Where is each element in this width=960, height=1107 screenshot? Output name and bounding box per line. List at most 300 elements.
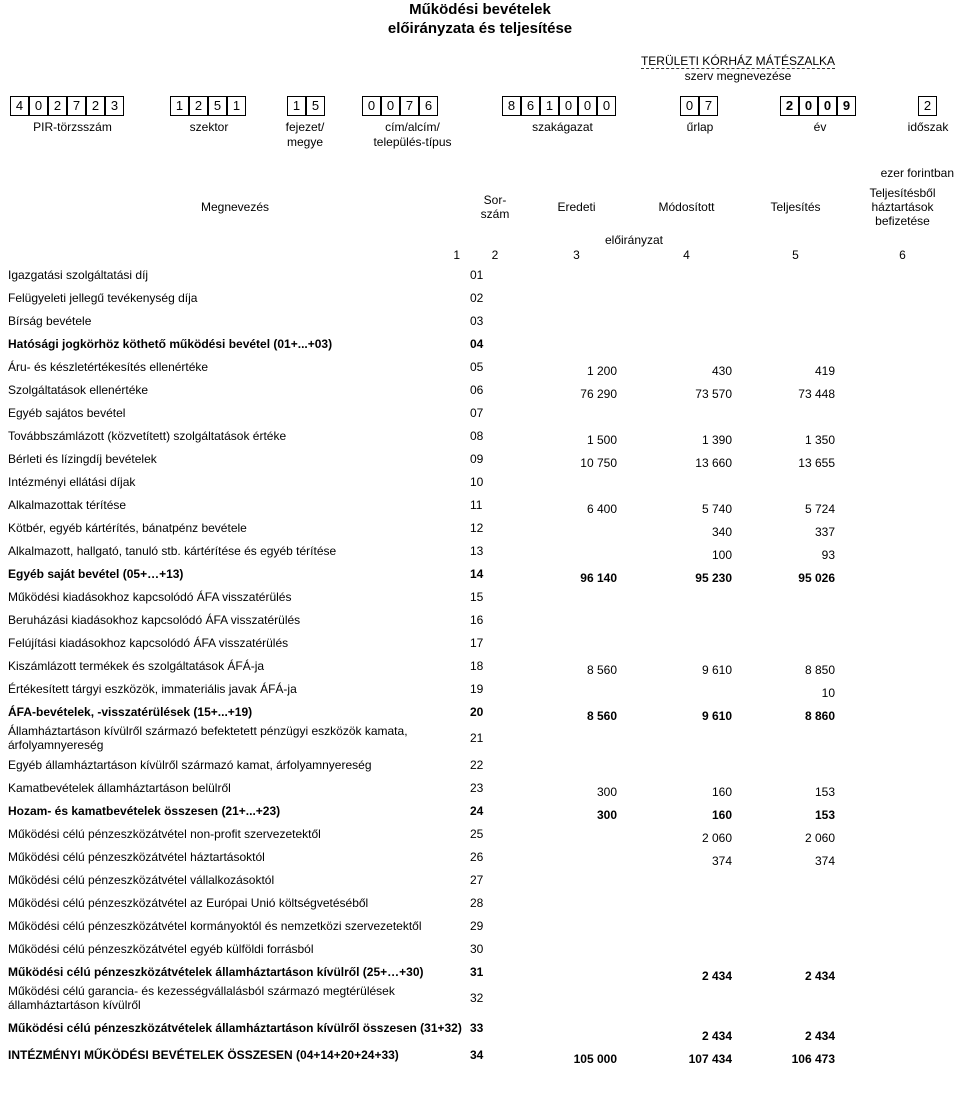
- row-name: Kötbér, egyéb kártérítés, bánatpénz bevétele: [8, 520, 247, 535]
- row-number: 11: [470, 497, 483, 512]
- table-row: [4, 799, 958, 822]
- row-eredeti: 105 000: [573, 1052, 617, 1066]
- table-row: [4, 378, 958, 401]
- code-ev-0: 2: [780, 96, 799, 116]
- code-pir-2: 2: [48, 96, 67, 116]
- row-eredeti: [524, 677, 629, 700]
- row-name: Működési célú pénzeszközátvétel vállalkozásoktól: [8, 872, 275, 887]
- table-row: [4, 539, 958, 562]
- row-name: Működési kiadásokhoz kapcsolódó ÁFA visszatérülés: [8, 589, 292, 604]
- row-modositott: [629, 286, 744, 309]
- row-modositott: 2 434: [701, 969, 732, 983]
- colnum-6: 6: [899, 248, 906, 262]
- row-modositott: [629, 585, 744, 608]
- row-haztartas: [847, 263, 958, 286]
- code-szakagazat-0: 8: [502, 96, 521, 116]
- table-row: [4, 355, 958, 378]
- code-pir-0: 4: [10, 96, 29, 116]
- row-name: Áru- és készletértékesítés ellenértéke: [8, 359, 209, 374]
- row-modositott: 95 230: [695, 571, 732, 585]
- row-modositott: [629, 631, 744, 654]
- table-row: [4, 983, 958, 1013]
- label-fejezet-1: fejezet/: [285, 120, 325, 134]
- row-eredeti: 96 140: [580, 571, 617, 585]
- row-eredeti: [524, 723, 629, 753]
- table-row: [4, 677, 958, 700]
- row-teljesites: 73 448: [798, 387, 835, 401]
- table-row: [4, 914, 958, 937]
- row-name: Működési célú pénzeszközátvétel háztartásoktól: [8, 849, 265, 864]
- row-haztartas: [847, 654, 958, 677]
- row-haztartas: [847, 493, 958, 516]
- table-row: [4, 700, 958, 723]
- row-name: INTÉZMÉNYI MŰKÖDÉSI BEVÉTELEK ÖSSZESEN (04+14+20+24+33): [8, 1047, 399, 1062]
- row-eredeti: [524, 822, 629, 845]
- row-haztartas: [847, 799, 958, 822]
- table-row: [4, 309, 958, 332]
- row-modositott: 9 610: [701, 709, 732, 723]
- header-teljesites: Teljesítés: [770, 200, 821, 214]
- row-modositott: [629, 868, 744, 891]
- row-haztartas: [847, 1043, 958, 1066]
- table-row: [4, 937, 958, 960]
- row-name: Igazgatási szolgáltatási díj: [8, 267, 149, 282]
- row-modositott: 107 434: [688, 1052, 732, 1066]
- row-number: 01: [470, 267, 484, 282]
- row-teljesites: 5 724: [804, 502, 835, 516]
- row-number: 07: [470, 405, 484, 420]
- header-sorszam-1: Sor-: [483, 193, 507, 207]
- title-line-1: Működési bevételek: [409, 1, 551, 18]
- row-eredeti: 6 400: [586, 502, 617, 516]
- row-name: Egyéb államháztartáson kívülről származó kamat, árfolyamnyereség: [8, 757, 372, 772]
- row-haztartas: [847, 960, 958, 983]
- row-modositott: [629, 914, 744, 937]
- code-cim-0: 0: [362, 96, 381, 116]
- label-pir: PIR-törzsszám: [33, 120, 112, 134]
- row-name: Értékesített tárgyi eszközök, immateriális javak ÁFÁ-ja: [8, 681, 297, 696]
- row-name: Felügyeleti jellegű tevékenység díja: [8, 290, 198, 305]
- label-ev: év: [813, 120, 827, 134]
- row-modositott: [629, 677, 744, 700]
- code-szektor-2: 5: [208, 96, 227, 116]
- colnum-2: 2: [491, 248, 499, 262]
- header-haztartas: [847, 181, 958, 233]
- row-eredeti: [524, 753, 629, 776]
- row-number: 12: [470, 520, 484, 535]
- table-row: [4, 891, 958, 914]
- row-modositott: [629, 753, 744, 776]
- row-haztartas: [847, 631, 958, 654]
- colnum-3: 3: [573, 248, 580, 262]
- table-row: [4, 822, 958, 845]
- code-urlap-1: 7: [699, 96, 718, 116]
- row-eredeti: 1 200: [586, 364, 617, 378]
- row-name: Működési célú pénzeszközátvétel az Európai Unió költségvetéséből: [8, 895, 369, 910]
- row-number: 09: [470, 451, 484, 466]
- header-modositott: Módosított: [658, 200, 715, 214]
- row-name: Működési célú pénzeszközátvétel kormányoktól és nemzetközi szervezetektől: [8, 918, 422, 933]
- row-teljesites: 1 350: [804, 433, 835, 447]
- code-idoszak-0: 2: [918, 96, 937, 116]
- row-haztartas: [847, 424, 958, 447]
- row-eredeti: [524, 937, 629, 960]
- row-number: 20: [470, 704, 484, 719]
- code-pir-1: 0: [29, 96, 48, 116]
- code-pir-4: 2: [86, 96, 105, 116]
- colnum-1: 1: [453, 248, 460, 262]
- row-teljesites: [744, 309, 847, 332]
- title-line-2: előirányzata és teljesítése: [387, 20, 573, 37]
- row-name: Bérleti és lízingdíj bevételek: [8, 451, 157, 466]
- table-row: [4, 868, 958, 891]
- header-eloiranyzat: előirányzat: [604, 233, 664, 247]
- table-row: [4, 493, 958, 516]
- row-name: Működési célú pénzeszközátvétel egyéb külföldi forrásból: [8, 941, 314, 956]
- row-teljesites: 153: [814, 785, 835, 799]
- header-sorszam-2: szám: [480, 207, 510, 221]
- row-eredeti: 10 750: [580, 456, 617, 470]
- row-number: 15: [470, 589, 484, 604]
- row-number: 13: [470, 543, 484, 558]
- row-modositott: [629, 937, 744, 960]
- row-name: Szolgáltatások ellenértéke: [8, 382, 149, 397]
- row-eredeti: [524, 608, 629, 631]
- row-name: Működési célú pénzeszközátvételek államháztartáson kívülről (25+…+30): [8, 964, 424, 979]
- row-haztartas: [847, 309, 958, 332]
- row-haztartas: [847, 401, 958, 424]
- row-teljesites: 419: [814, 364, 835, 378]
- row-modositott: [629, 309, 744, 332]
- table-row: [4, 447, 958, 470]
- table-row: [4, 1043, 958, 1066]
- row-modositott: 9 610: [701, 663, 732, 677]
- row-eredeti: [524, 960, 629, 983]
- colnum-4: 4: [683, 248, 690, 262]
- row-number: 31: [470, 964, 484, 979]
- row-haztartas: [847, 378, 958, 401]
- row-name: Kiszámlázott termékek és szolgáltatások ÁFÁ-ja: [8, 658, 265, 673]
- row-number: 27: [470, 872, 484, 887]
- table-row: [4, 263, 958, 286]
- row-haztartas: [847, 677, 958, 700]
- row-teljesites: 153: [814, 808, 835, 822]
- row-eredeti: [524, 309, 629, 332]
- row-modositott: [629, 470, 744, 493]
- row-teljesites: 13 655: [798, 456, 835, 470]
- row-teljesites: 337: [814, 525, 835, 539]
- header-haztartas-1: Teljesítésből: [869, 186, 936, 200]
- row-eredeti: [524, 891, 629, 914]
- row-eredeti: [524, 868, 629, 891]
- row-name: Intézményi ellátási díjak: [8, 474, 136, 489]
- row-eredeti: [524, 1013, 629, 1043]
- row-modositott: [629, 891, 744, 914]
- row-modositott: [629, 401, 744, 424]
- row-haztartas: [847, 937, 958, 960]
- row-number: 04: [470, 336, 484, 351]
- row-teljesites: [744, 937, 847, 960]
- label-szakagazat: szakágazat: [532, 120, 593, 134]
- code-boxes: [0, 96, 960, 149]
- row-teljesites: 2 434: [804, 969, 835, 983]
- code-szektor-0: 1: [170, 96, 189, 116]
- code-fejezet-0: 1: [287, 96, 306, 116]
- row-modositott: 1 390: [701, 433, 732, 447]
- table-row: [4, 1013, 958, 1043]
- code-pir-3: 7: [67, 96, 86, 116]
- row-modositott: [629, 723, 744, 753]
- row-haztartas: [847, 776, 958, 799]
- code-szektor-3: 1: [227, 96, 246, 116]
- row-modositott: [629, 263, 744, 286]
- row-haztartas: [847, 608, 958, 631]
- table-row: [4, 845, 958, 868]
- row-haztartas: [847, 562, 958, 585]
- code-fejezet-1: 5: [306, 96, 325, 116]
- row-modositott: [629, 983, 744, 1013]
- row-teljesites: [744, 608, 847, 631]
- row-modositott: 13 660: [695, 456, 732, 470]
- row-teljesites: 374: [814, 854, 835, 868]
- revenue-table: [4, 181, 958, 1066]
- row-teljesites: 106 473: [791, 1052, 835, 1066]
- row-teljesites: 93: [821, 548, 835, 562]
- table-row: [4, 424, 958, 447]
- row-eredeti: 300: [596, 785, 617, 799]
- table-row: [4, 776, 958, 799]
- row-name: Egyéb sajátos bevétel: [8, 405, 126, 420]
- row-teljesites: [744, 332, 847, 355]
- row-teljesites: [744, 263, 847, 286]
- row-eredeti: [524, 401, 629, 424]
- row-teljesites: [744, 891, 847, 914]
- table-row: [4, 753, 958, 776]
- code-szakagazat-3: 0: [559, 96, 578, 116]
- row-haztartas: [847, 845, 958, 868]
- row-eredeti: 8 560: [586, 663, 617, 677]
- label-cim-2: település-típus: [373, 135, 452, 149]
- header-row-1: [4, 181, 958, 233]
- label-urlap: űrlap: [686, 120, 714, 134]
- table-row: [4, 723, 958, 753]
- row-number: 18: [470, 658, 484, 673]
- row-number: 24: [470, 803, 484, 818]
- row-eredeti: [524, 983, 629, 1013]
- row-haztartas: [847, 868, 958, 891]
- row-haztartas: [847, 723, 958, 753]
- row-name: Alkalmazottak térítése: [8, 497, 127, 512]
- code-ev-1: 0: [799, 96, 818, 116]
- table-row: [4, 401, 958, 424]
- row-modositott: 374: [711, 854, 732, 868]
- row-haztartas: [847, 585, 958, 608]
- row-number: 05: [470, 359, 484, 374]
- row-name: Működési célú garancia- és kezességvállalásból származó megtérülések államháztartáson kívülről: [8, 984, 395, 1012]
- code-ev-2: 0: [818, 96, 837, 116]
- row-haztartas: [847, 753, 958, 776]
- row-eredeti: [524, 845, 629, 868]
- code-cim-2: 7: [400, 96, 419, 116]
- row-eredeti: [524, 516, 629, 539]
- row-number: 03: [470, 313, 484, 328]
- label-fejezet-2: megye: [286, 135, 324, 149]
- row-modositott: 2 060: [701, 831, 732, 845]
- table-row: [4, 631, 958, 654]
- row-modositott: 73 570: [695, 387, 732, 401]
- table-body: [4, 263, 958, 1066]
- row-number: 30: [470, 941, 484, 956]
- row-modositott: 160: [711, 785, 732, 799]
- row-eredeti: [524, 631, 629, 654]
- header-eredeti: Eredeti: [557, 200, 596, 214]
- row-modositott: 2 434: [701, 1029, 732, 1043]
- row-haztartas: [847, 447, 958, 470]
- unit-label: ezer forintban: [880, 166, 954, 180]
- row-name: Hozam- és kamatbevételek összesen (21+...+23): [8, 803, 281, 818]
- table-row: [4, 654, 958, 677]
- row-teljesites: 2 060: [804, 831, 835, 845]
- label-szektor: szektor: [189, 120, 229, 134]
- row-name: Bírság bevétele: [8, 313, 92, 328]
- row-haztartas: [847, 539, 958, 562]
- header-haztartas-2: háztartások: [871, 200, 934, 214]
- row-modositott: 5 740: [701, 502, 732, 516]
- org-name: [608, 54, 868, 69]
- colnum-5: 5: [792, 248, 799, 262]
- row-name: Működési célú pénzeszközátvételek államháztartáson kívülről összesen (31+32): [8, 1021, 462, 1035]
- row-haztartas: [847, 822, 958, 845]
- code-pir-5: 3: [105, 96, 124, 116]
- row-teljesites: [744, 286, 847, 309]
- label-idoszak: időszak: [907, 120, 949, 134]
- header-megnevezes: Megnevezés: [200, 200, 270, 214]
- row-teljesites: 10: [821, 686, 835, 700]
- table-row: [4, 516, 958, 539]
- row-haztartas: [847, 470, 958, 493]
- code-urlap-0: 0: [680, 96, 699, 116]
- row-name: Államháztartáson kívülről származó befektetett pénzügyi eszközök kamata, árfolyamnyereség: [8, 724, 408, 752]
- row-number: 29: [470, 918, 484, 933]
- row-teljesites: [744, 470, 847, 493]
- row-number: 25: [470, 826, 484, 841]
- row-eredeti: [524, 332, 629, 355]
- row-number: 08: [470, 428, 484, 443]
- row-number: 28: [470, 895, 484, 910]
- row-number: 22: [470, 757, 484, 772]
- row-name: Hatósági jogkörhöz köthető működési bevétel (01+...+03): [8, 336, 333, 351]
- row-number: 19: [470, 681, 484, 696]
- org-name-text: TERÜLETI KÓRHÁZ MÁTÉSZALKA: [640, 54, 836, 68]
- header-sorszam: [466, 181, 524, 233]
- row-eredeti: 1 500: [586, 433, 617, 447]
- row-modositott: 100: [711, 548, 732, 562]
- row-teljesites: 2 434: [804, 1029, 835, 1043]
- header-colnums: [4, 247, 958, 263]
- row-number: 33: [470, 1021, 484, 1035]
- row-modositott: 340: [711, 525, 732, 539]
- row-modositott: [629, 332, 744, 355]
- row-name: Alkalmazott, hallgató, tanuló stb. kártérítése és egyéb térítése: [8, 543, 337, 558]
- header-haztartas-3: befizetése: [875, 214, 930, 228]
- row-teljesites: 8 850: [804, 663, 835, 677]
- code-ev-3: 9: [837, 96, 856, 116]
- table-row: [4, 332, 958, 355]
- code-cim-3: 6: [419, 96, 438, 116]
- row-name: Beruházási kiadásokhoz kapcsolódó ÁFA visszatérülés: [8, 612, 301, 627]
- row-number: 21: [470, 731, 484, 745]
- row-haztartas: [847, 355, 958, 378]
- row-teljesites: [744, 585, 847, 608]
- row-teljesites: [744, 914, 847, 937]
- row-eredeti: [524, 585, 629, 608]
- row-teljesites: 8 860: [804, 709, 835, 723]
- row-modositott: [629, 608, 744, 631]
- row-eredeti: 300: [596, 808, 617, 822]
- row-eredeti: [524, 470, 629, 493]
- header-row-2: [4, 233, 958, 247]
- code-cim-1: 0: [381, 96, 400, 116]
- row-number: 17: [470, 635, 484, 650]
- row-teljesites: [744, 401, 847, 424]
- row-teljesites: [744, 631, 847, 654]
- row-number: 34: [470, 1047, 484, 1062]
- row-haztartas: [847, 914, 958, 937]
- row-haztartas: [847, 332, 958, 355]
- org-label: szerv megnevezése: [684, 69, 792, 83]
- table-row: [4, 608, 958, 631]
- code-szakagazat-2: 1: [540, 96, 559, 116]
- row-number: 02: [470, 290, 484, 305]
- row-haztartas: [847, 891, 958, 914]
- row-eredeti: 76 290: [580, 387, 617, 401]
- code-szakagazat-5: 0: [597, 96, 616, 116]
- row-number: 32: [470, 991, 484, 1005]
- row-eredeti: [524, 286, 629, 309]
- row-number: 23: [470, 780, 484, 795]
- row-haztartas: [847, 700, 958, 723]
- code-szakagazat-1: 6: [521, 96, 540, 116]
- row-name: Továbbszámlázott (közvetített) szolgáltatások értéke: [8, 428, 287, 443]
- table-row: [4, 562, 958, 585]
- row-name: Működési célú pénzeszközátvétel non-profit szervezetektől: [8, 826, 321, 841]
- row-modositott: 160: [711, 808, 732, 822]
- row-eredeti: [524, 539, 629, 562]
- row-name: ÁFA-bevételek, -visszatérülések (15+...+19): [8, 704, 253, 719]
- row-number: 10: [470, 474, 484, 489]
- row-teljesites: [744, 753, 847, 776]
- row-eredeti: [524, 263, 629, 286]
- row-number: 26: [470, 849, 484, 864]
- row-number: 14: [470, 566, 484, 581]
- row-name: Egyéb saját bevétel (05+…+13): [8, 566, 184, 581]
- table-row: [4, 470, 958, 493]
- row-eredeti: [524, 914, 629, 937]
- row-number: 16: [470, 612, 484, 627]
- row-name: Kamatbevételek államháztartáson belülről: [8, 780, 231, 795]
- code-szakagazat-4: 0: [578, 96, 597, 116]
- row-haztartas: [847, 286, 958, 309]
- table-row: [4, 286, 958, 309]
- table-row: [4, 585, 958, 608]
- row-number: 06: [470, 382, 484, 397]
- row-eredeti: 8 560: [586, 709, 617, 723]
- row-haztartas: [847, 516, 958, 539]
- row-haztartas: [847, 983, 958, 1013]
- row-modositott: 430: [711, 364, 732, 378]
- code-szektor-1: 2: [189, 96, 208, 116]
- row-teljesites: [744, 723, 847, 753]
